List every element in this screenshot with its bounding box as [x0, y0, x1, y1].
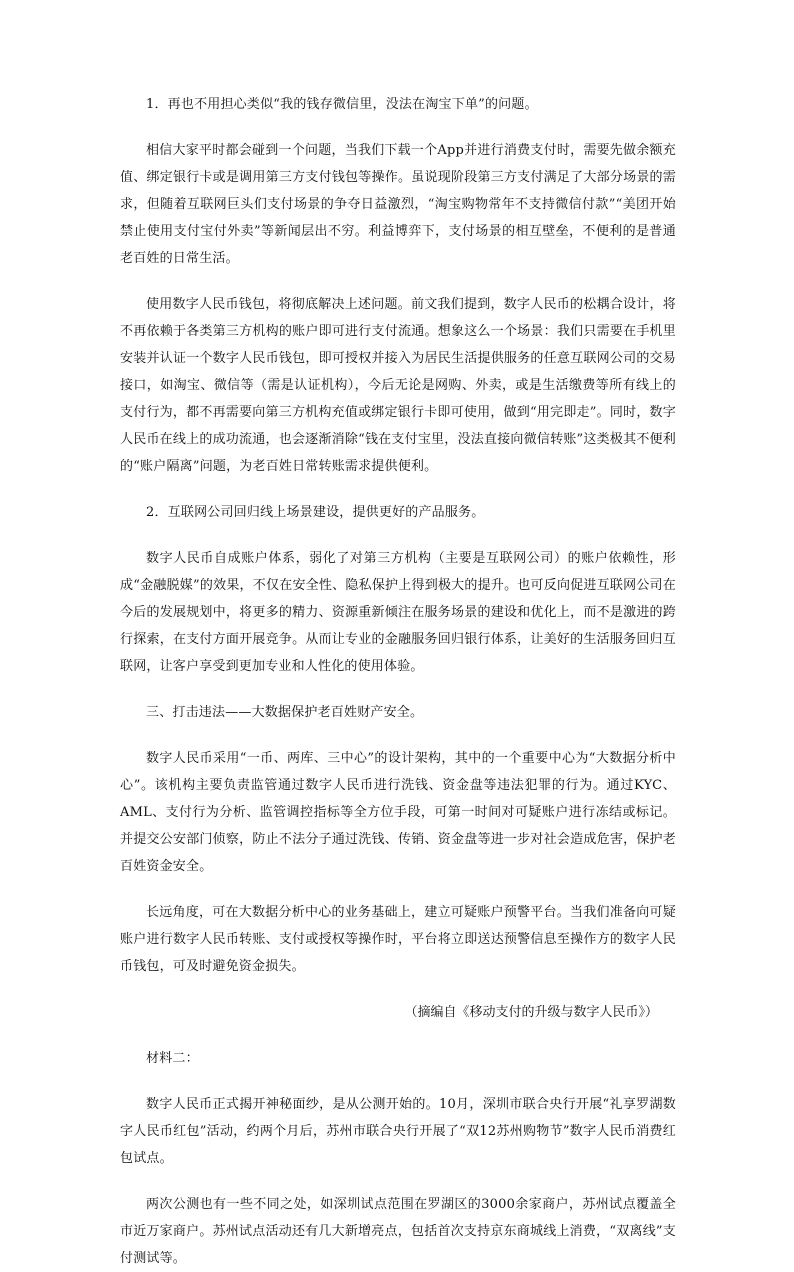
section-heading-2: 2．互联网公司回归线上场景建设，提供更好的产品服务。	[146, 505, 485, 520]
material-2-label: 材料二：	[146, 1051, 199, 1066]
paragraph-2: 使用数字人民币钱包，将彻底解决上述问题。前文我们提到，数字人民币的松耦合设计，将不再依赖于各类第三方机构的账户即可进行支付流通。想象这么一个场景：我们只需要在手机里安装并认证一个数字人民币钱包，即可授权并接入为居民生活提供服务的任意互联网公司的交易接口，如淘宝、微信等（需是认证机构），今后无论是网购、外卖，或是生活缴费等所有线上的支付行为，都不再需要向第三方机构充值或绑定银行卡即可使用，做到“用完即走”。同时，数字人民币在线上的成功流通，也会逐渐消除“钱在支付宝里，没法直接向微信转账”这类极其不便利的“账户隔离”问题，为老百姓日常转账需求提供便利。	[120, 297, 676, 474]
source-citation: （摘编自《移动支付的升级与数字人民币》）	[404, 1005, 658, 1020]
paragraph-6: 数字人民币正式揭开神秘面纱，是从公测开始的。10月，深圳市联合央行开展“礼享罗湖数字人民币红包”活动，约两个月后，苏州市联合央行开展了“双12苏州购物节”数字人民币消费红包试点。	[120, 1097, 676, 1166]
paragraph-7: 两次公测也有一些不同之处，如深圳试点范围在罗湖区的3000余家商户，苏州试点覆盖全市近万家商户。苏州试点活动还有几大新增亮点，包括首次支持京东商城线上消费，“双离线”支付测试等。	[120, 1197, 676, 1266]
paragraph-3: 数字人民币自成账户体系，弱化了对第三方机构（主要是互联网公司）的账户依赖性，形成“金融脱媒”的效果，不仅在安全性、隐私保护上得到极大的提升。也可反向促进互联网公司在今后的发展规划中，将更多的精力、资源重新倾注在服务场景的建设和优化上，而不是激进的跨行探索，在支付方面开展竞争。从而让专业的金融服务回归银行体系，让美好的生活服务回归互联网，让客户享受到更加专业和人性化的使用体验。	[120, 551, 676, 674]
paragraph-1: 相信大家平时都会碰到一个问题，当我们下载一个App并进行消费支付时，需要先做余额充值、绑定银行卡或是调用第三方支付钱包等操作。虽说现阶段第三方支付满足了大部分场景的需求，但随着互联网巨头们支付场景的争夺日益激烈，“淘宝购物常年不支持微信付款”“美团开始禁止使用支付宝付外卖”等新闻层出不穷。利益博弈下，支付场景的相互壁垒，不便利的是普通老百姓的日常生活。	[120, 143, 676, 266]
document-page	[120, 91, 676, 1272]
section-heading-1: 1．再也不用担心类似“我的钱存微信里，没法在淘宝下单”的问题。	[146, 97, 538, 112]
paragraph-5: 长远角度，可在大数据分析中心的业务基础上，建立可疑账户预警平台。当我们准备向可疑账户进行数字人民币转账、支付或授权等操作时，平台将立即送达预警信息至操作方的数字人民币钱包，可及时避免资金损失。	[120, 905, 676, 974]
section-heading-3: 三、打击违法——大数据保护老百姓财产安全。	[146, 705, 424, 720]
paragraph-4: 数字人民币采用“一币、两库、三中心”的设计架构，其中的一个重要中心为“大数据分析中心”。该机构主要负责监管通过数字人民币进行洗钱、资金盘等违法犯罪的行为。通过KYC、AML、支付行为分析、监管调控指标等全方位手段，可第一时间对可疑账户进行冻结或标记。并提交公安部门侦察，防止不法分子通过洗钱、传销、资金盘等进一步对社会造成危害，保护老百姓资金安全。	[120, 751, 676, 874]
